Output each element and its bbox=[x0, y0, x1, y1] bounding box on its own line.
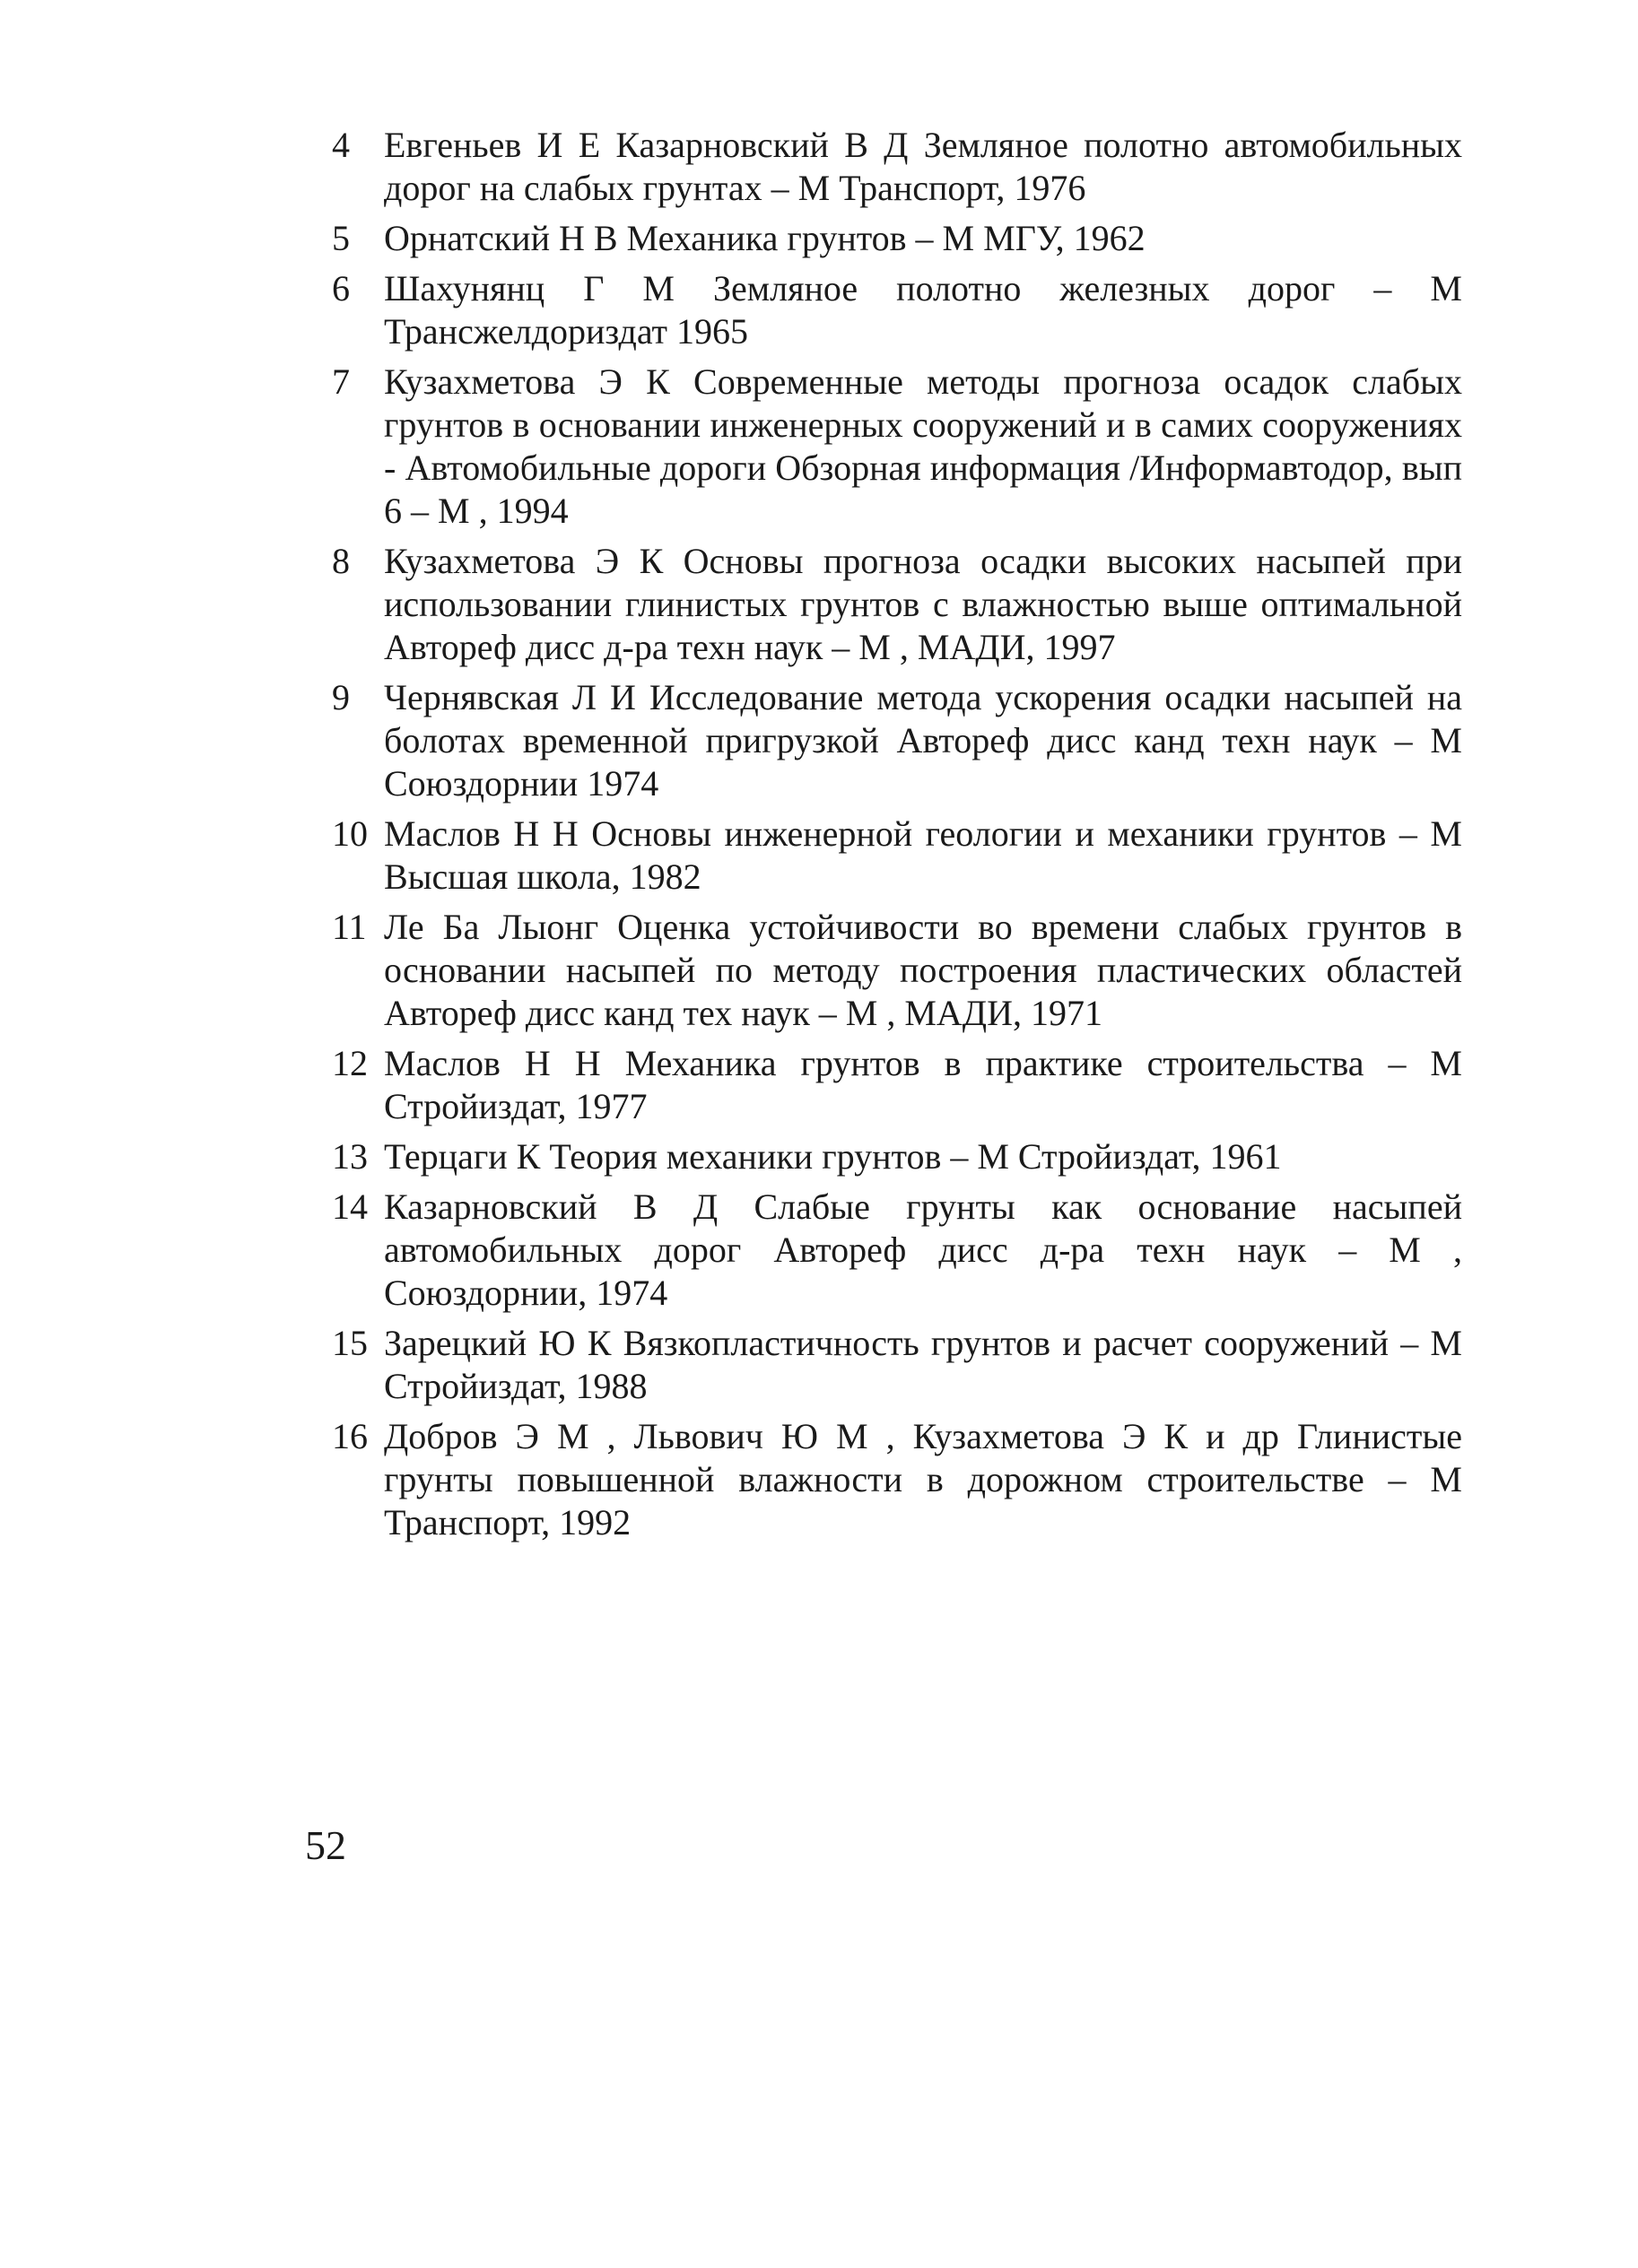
reference-text: Евгеньев И Е Казарновский В Д Земляное полотно автомобильных дорог на слабых грунтах – М Транспорт, 1976 bbox=[384, 125, 1462, 208]
reference-text: Чернявская Л И Исследование метода ускорения осадки насыпей на болотах временной пригрузкой Автореф дисс канд техн наук – М Союздорнии 1974 bbox=[384, 677, 1462, 804]
reference-number: 16 bbox=[332, 1416, 368, 1456]
reference-text: Зарецкий Ю К Вязкопластичность грунтов и расчет сооружений – М Стройиздат, 1988 bbox=[384, 1323, 1462, 1406]
reference-item bbox=[305, 1042, 1462, 1128]
page-number: 52 bbox=[305, 1822, 346, 1868]
reference-number: 14 bbox=[332, 1186, 368, 1227]
reference-number: 15 bbox=[332, 1323, 368, 1363]
reference-number: 5 bbox=[332, 218, 350, 258]
reference-text: Казарновский В Д Слабые грунты как основание насыпей автомобильных дорог Автореф дисс д-ра техн наук – М , Союздорнии, 1974 bbox=[384, 1186, 1462, 1313]
reference-item bbox=[305, 1135, 1462, 1178]
reference-number: 13 bbox=[332, 1136, 368, 1177]
reference-item bbox=[305, 267, 1462, 353]
reference-item bbox=[305, 540, 1462, 669]
reference-item bbox=[305, 1415, 1462, 1544]
reference-text: Терцаги К Теория механики грунтов – М Стройиздат, 1961 bbox=[384, 1136, 1282, 1177]
reference-text: Ле Ба Лыонг Оценка устойчивости во времени слабых грунтов в основании насыпей по методу построения пластических областей Автореф дисс канд тех наук – М , МАДИ, 1971 bbox=[384, 907, 1462, 1033]
reference-number: 7 bbox=[332, 361, 350, 402]
reference-text: Кузахметова Э К Современные методы прогноза осадок слабых грунтов в основании инженерных сооружений и в самих сооружениях - Автомобильные дороги Обзорная информация /Информавтодор, вып 6 – М , 1994 bbox=[384, 361, 1462, 531]
reference-text: Маслов Н Н Основы инженерной геологии и механики грунтов – М Высшая школа, 1982 bbox=[384, 813, 1462, 897]
reference-item bbox=[305, 906, 1462, 1035]
reference-text: Добров Э М , Львович Ю М , Кузахметова Э К и др Глинистые грунты повышенной влажности в дорожном строительстве – М Транспорт, 1992 bbox=[384, 1416, 1462, 1542]
reference-text: Кузахметова Э К Основы прогноза осадки высоких насыпей при использовании глинистых грунтов с влажностью выше оптимальной Автореф дисс д-ра техн наук – М , МАДИ, 1997 bbox=[384, 541, 1462, 667]
reference-item bbox=[305, 124, 1462, 210]
reference-text: Орнатский Н В Механика грунтов – М МГУ, 1962 bbox=[384, 218, 1146, 258]
reference-item bbox=[305, 1322, 1462, 1408]
reference-list bbox=[305, 124, 1462, 1551]
reference-number: 4 bbox=[332, 125, 350, 165]
reference-number: 8 bbox=[332, 541, 350, 581]
reference-item bbox=[305, 812, 1462, 899]
reference-text: Маслов Н Н Механика грунтов в практике строительства – М Стройиздат, 1977 bbox=[384, 1043, 1462, 1126]
reference-item bbox=[305, 676, 1462, 805]
reference-number: 10 bbox=[332, 813, 368, 854]
reference-number: 12 bbox=[332, 1043, 368, 1083]
reference-number: 11 bbox=[332, 907, 367, 947]
reference-item bbox=[305, 217, 1462, 260]
reference-number: 6 bbox=[332, 268, 350, 308]
reference-number: 9 bbox=[332, 677, 350, 717]
reference-item bbox=[305, 1186, 1462, 1315]
reference-text: Шахунянц Г М Земляное полотно железных дорог – М Трансжелдориздат 1965 bbox=[384, 268, 1462, 352]
reference-item bbox=[305, 361, 1462, 533]
